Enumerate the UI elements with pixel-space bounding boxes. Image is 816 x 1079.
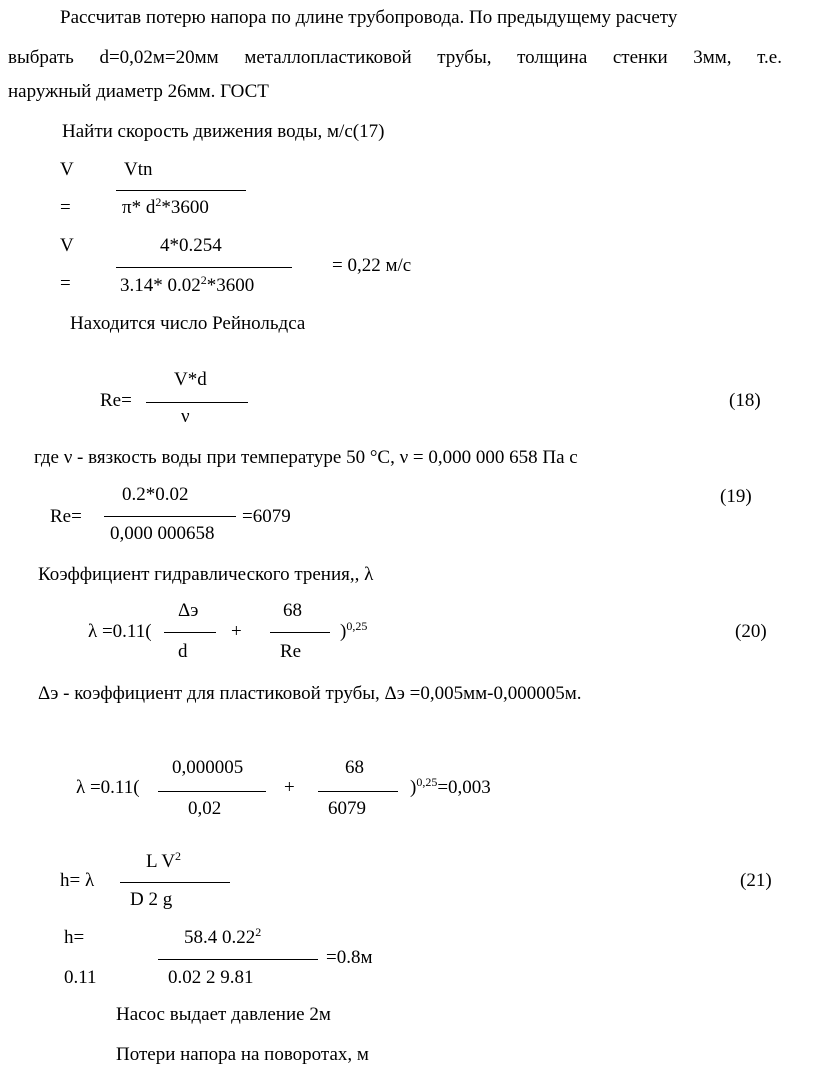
intro-line-1: Рассчитав потерю напора по длине трубопровода. По предыдущему расчету [60,7,678,28]
equation-number: (19) [720,486,752,507]
fraction-bar [116,267,292,268]
reynolds-heading: Находится число Рейнольдса [70,313,306,334]
reynolds-lhs: Re= [50,506,82,527]
friction-fraction1-numerator: 0,000005 [172,757,244,778]
reynolds-result: =6079 [242,506,291,527]
headloss-numerator: L $V^2$ [146,849,182,872]
fraction-bar [116,190,246,191]
reynolds-denominator: 0,000 000658 [110,523,215,544]
fraction-bar [120,882,230,883]
headloss-numerator: 58.4 0.22$^2$ [184,925,262,948]
roughness-note: Δэ - коэффициент для пластиковой трубы, Δэ =0,005мм-0,000005м. [38,683,582,704]
headloss-h: h= [64,927,85,948]
reynolds-lhs: Re= [100,390,132,411]
plus-sign: + [284,777,295,798]
friction-fraction1-denominator: 0,02 [188,798,222,819]
reynolds-numerator: V*d [174,369,207,390]
friction-fraction2-denominator: Re [280,641,302,662]
friction-lhs: λ =0.11( [76,777,140,798]
velocity-denominator: π* $d^2*3600$ [122,195,209,218]
intro-word: 3мм, [693,47,732,68]
fraction-bar [164,632,216,633]
velocity-symbol: V [60,235,74,256]
reynolds-numerator: 0.2*0.02 [122,484,189,505]
velocity-numerator: Vtn [124,159,153,180]
friction-fraction1-numerator: Δэ [178,600,199,621]
fraction-bar [158,791,266,792]
friction-fraction2-denominator: 6079 [328,798,366,819]
viscosity-note: где ν - вязкость воды при температуре 50 °С, ν = 0,000 000 658 Па с [34,447,578,468]
intro-word: d=0,02м=20мм [99,47,219,68]
pump-pressure: Насос выдает давление 2м [116,1004,331,1025]
equals-sign: = [60,273,71,294]
friction-close: )$^{0,25}$ [340,619,368,642]
equals-sign: = [60,197,71,218]
intro-line-2 [8,48,782,67]
equation-number: (18) [729,390,761,411]
fraction-bar [270,632,330,633]
velocity-numerator: 4*0.254 [160,235,222,256]
velocity-denominator: 3.14* 0.02$^2$*3600 [120,273,255,296]
velocity-symbol: V [60,159,74,180]
fraction-bar [318,791,398,792]
equation-number: (20) [735,621,767,642]
velocity-result: = 0,22 м/с [332,255,412,276]
fraction-bar [158,959,318,960]
intro-word: выбрать [8,47,74,68]
headloss-result: =0.8м [326,947,373,968]
headloss-coefficient: 0.11 [64,967,97,988]
intro-word: стенки [612,47,668,68]
friction-lhs: λ =0.11( [88,621,152,642]
headloss-denominator: 0.02 2 9.81 [168,967,254,988]
intro-line-3: наружный диаметр 26мм. ГОСТ [8,81,269,102]
friction-fraction2-numerator: 68 [283,600,302,621]
velocity-heading: Найти скорость движения воды, м/с(17) [62,121,385,142]
friction-close: )$^{0,25}$=0,003 [410,775,491,798]
fraction-bar [104,516,236,517]
equation-number: (21) [740,870,772,891]
intro-word: т.е. [757,47,782,68]
intro-word: толщина [517,47,588,68]
plus-sign: + [231,621,242,642]
fraction-bar [146,402,248,403]
friction-fraction2-numerator: 68 [345,757,364,778]
reynolds-denominator: ν [181,406,190,427]
friction-heading: Коэффициент гидравлического трения,, λ [38,564,374,585]
intro-word: трубы, [437,47,492,68]
turn-losses: Потери напора на поворотах, м [116,1044,369,1065]
headloss-denominator: D 2 g [130,889,173,910]
friction-fraction1-denominator: d [178,641,188,662]
intro-word: металлопластиковой [244,47,412,68]
headloss-lhs: h= λ [60,870,95,891]
